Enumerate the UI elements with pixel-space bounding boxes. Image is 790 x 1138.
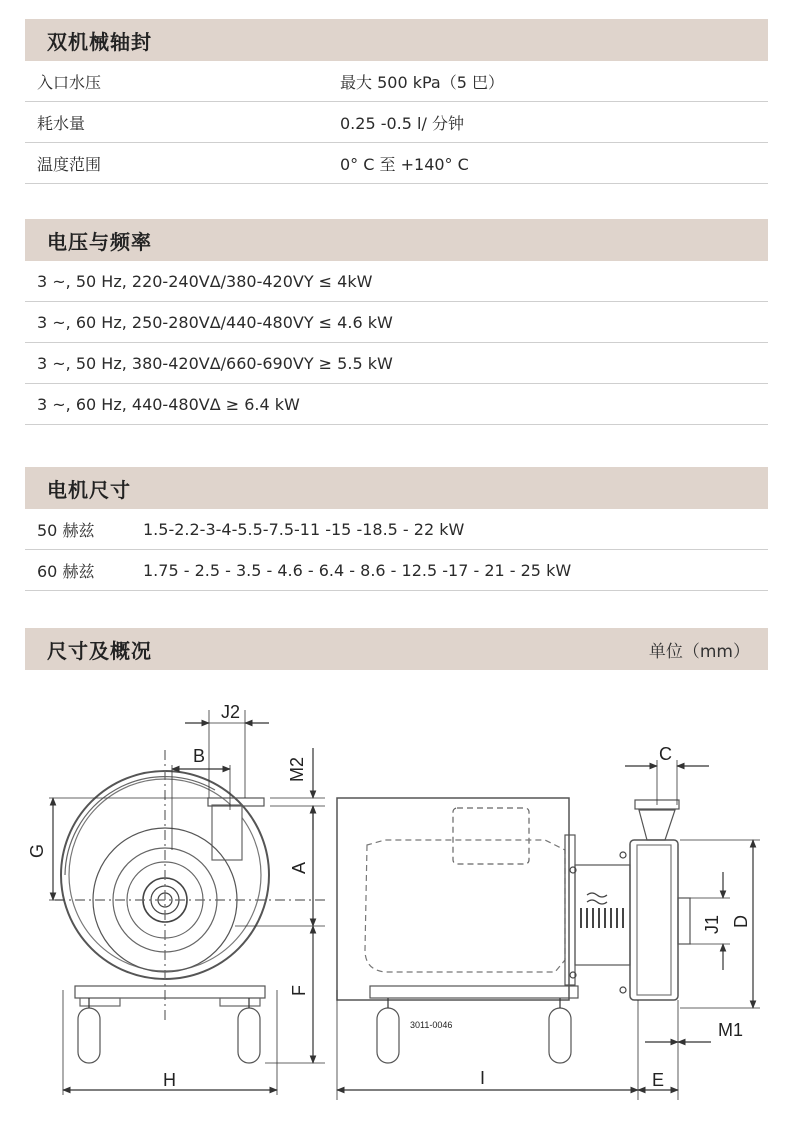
label-h: H <box>163 1070 176 1090</box>
dims-title: 尺寸及概况 <box>47 638 152 663</box>
table-row <box>25 509 768 550</box>
pump-drawing <box>25 690 768 1110</box>
voltage-spec: 3 ~, 60 Hz, 440-480VΔ ≥ 6.4 kW <box>37 394 300 414</box>
label-d: D <box>731 915 751 928</box>
label-g: G <box>27 843 47 858</box>
table-row <box>25 102 768 143</box>
table-row <box>25 61 768 102</box>
label-j2: J2 <box>221 702 241 722</box>
dims-section <box>25 628 768 670</box>
motor-frequency: 50 赫兹 <box>37 520 95 540</box>
dims-header <box>25 628 768 670</box>
table-row <box>25 550 768 591</box>
table-row <box>25 343 768 384</box>
row-value: 最大 500 kPa（5 巴） <box>340 72 504 92</box>
label-m1: M1 <box>718 1020 744 1040</box>
voltage-section <box>25 219 768 425</box>
dims-unit: 单位（mm） <box>648 641 750 662</box>
front-view <box>55 750 325 1063</box>
row-label: 耗水量 <box>37 113 86 133</box>
label-i: I <box>480 1068 486 1088</box>
label-e: E <box>652 1070 665 1090</box>
table-row <box>25 302 768 343</box>
seal-title: 双机械轴封 <box>47 29 152 54</box>
row-label: 温度范围 <box>37 154 102 174</box>
table-row <box>25 143 768 184</box>
voltage-spec: 3 ~, 50 Hz, 380-420VΔ/660-690VY ≥ 5.5 kW <box>37 353 393 373</box>
motor-header <box>25 467 768 509</box>
row-value: 0.25 -0.5 l/ 分钟 <box>340 113 464 133</box>
drawing-number: 3011-0046 <box>410 1020 453 1030</box>
motor-sizes: 1.5-2.2-3-4-5.5-7.5-11 -15 -18.5 - 22 kW <box>143 519 465 539</box>
side-view <box>337 798 690 1063</box>
row-value: 0° C 至 +140° C <box>340 154 469 174</box>
label-a: A <box>289 861 309 874</box>
voltage-spec: 3 ~, 50 Hz, 220-240VΔ/380-420VY ≤ 4kW <box>37 271 373 291</box>
seal-header <box>25 19 768 61</box>
table-row <box>25 384 768 425</box>
motor-title: 电机尺寸 <box>47 477 131 502</box>
motor-frequency: 60 赫兹 <box>37 561 95 581</box>
row-label: 入口水压 <box>37 72 102 92</box>
voltage-header <box>25 219 768 261</box>
motor-sizes: 1.75 - 2.5 - 3.5 - 4.6 - 6.4 - 8.6 - 12.5 -17 - 21 - 25 kW <box>143 560 572 580</box>
label-f: F <box>289 985 309 996</box>
label-b: B <box>193 746 206 766</box>
label-j1: J1 <box>702 914 722 934</box>
voltage-spec: 3 ~, 60 Hz, 250-280VΔ/440-480VY ≤ 4.6 kW <box>37 312 393 332</box>
voltage-title: 电压与频率 <box>47 229 152 254</box>
table-row <box>25 261 768 302</box>
label-m2: M2 <box>287 756 307 782</box>
seal-section <box>25 19 768 184</box>
label-c: C <box>659 744 672 764</box>
motor-section <box>25 467 768 591</box>
